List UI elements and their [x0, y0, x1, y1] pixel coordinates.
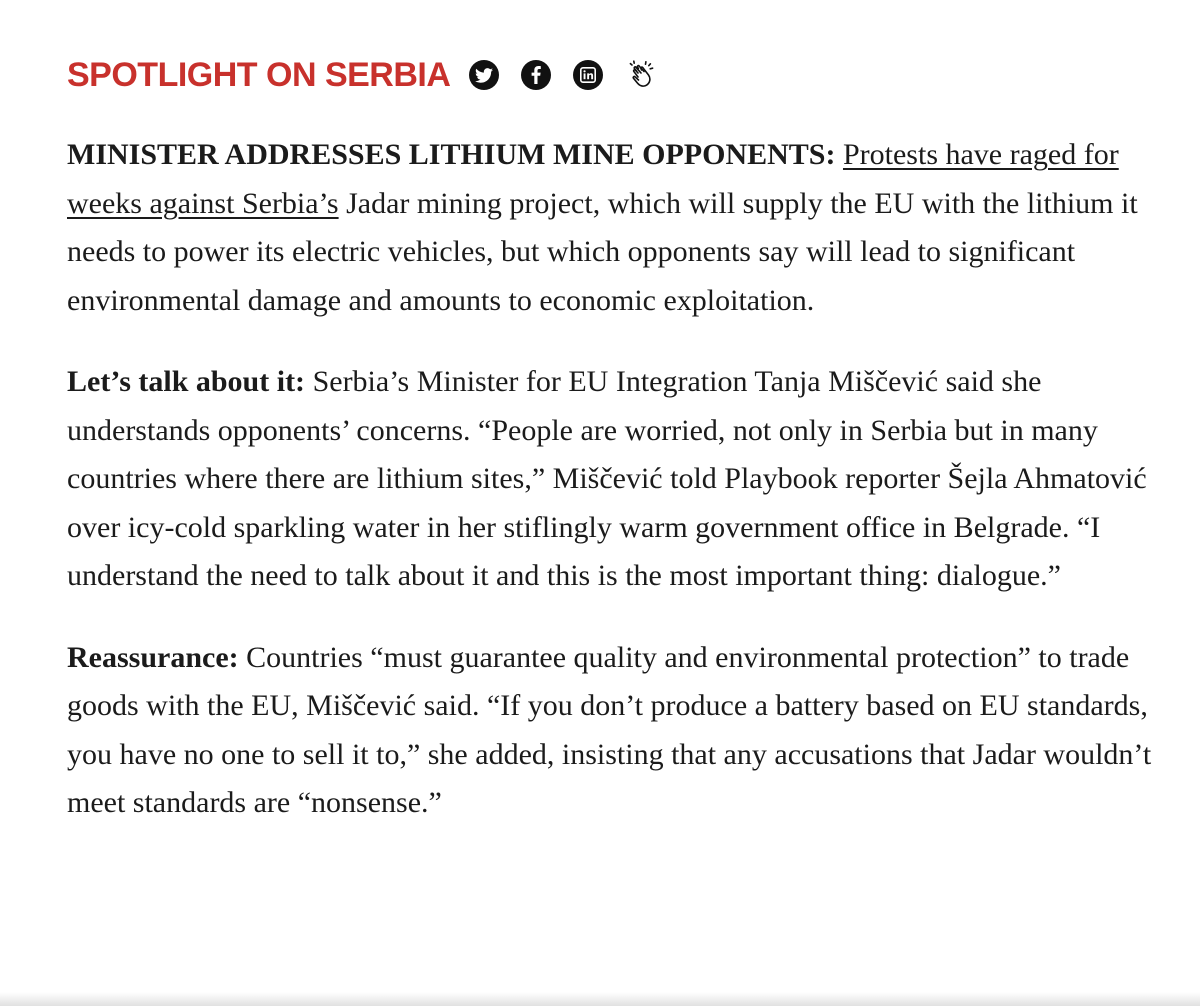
- paragraph-minister-addresses: [67, 131, 1157, 325]
- paragraph-lead: Let’s talk about it:: [67, 365, 306, 398]
- paragraph-lets-talk: [67, 358, 1157, 601]
- paragraph-text: Jadar mining project, which will supply the EU with the lithium it needs to power its electric vehicles, but which opponents say will lead to significant environmental damage and amounts to economic exploitation.: [67, 186, 1138, 317]
- section-header: [67, 52, 1157, 98]
- facebook-icon[interactable]: [521, 60, 551, 90]
- share-icons: [469, 57, 661, 93]
- linkedin-icon[interactable]: [573, 60, 603, 90]
- paragraph-reassurance: [67, 634, 1157, 828]
- clap-icon[interactable]: [625, 57, 661, 93]
- paragraph-text: Serbia’s Minister for EU Integration Tanja Miščević said she understands opponents’ concerns. “People are worried, not only in Serbia but in many countries where there are lithium sites,” Miščević told Playbook reporter Šejla Ahmatović over icy-cold sparkling water in her stiflingly warm government office in Belgrade. “I understand the need to talk about it and this is the most important thing: dialogue.”: [67, 365, 1147, 592]
- paragraph-lead: Reassurance:: [67, 640, 239, 674]
- paragraph-lead: MINISTER ADDRESSES LITHIUM MINE OPPONENTS:: [67, 138, 836, 171]
- bottom-shade: [0, 992, 1200, 1006]
- section-title: SPOTLIGHT ON SERBIA: [67, 55, 451, 94]
- paragraph-text: Countries “must guarantee quality and environmental protection” to trade goods with the EU, Miščević said. “If you don’t produce a battery based on EU standards, you have no one to sell it to,” she added, insisting that any accusations that Jadar wouldn’t meet standards are “nonsense.”: [67, 640, 1152, 819]
- twitter-icon[interactable]: [469, 60, 499, 90]
- protests-article-link[interactable]: Protests have raged for weeks against Serbia’s: [67, 138, 1119, 220]
- article: [67, 52, 1157, 828]
